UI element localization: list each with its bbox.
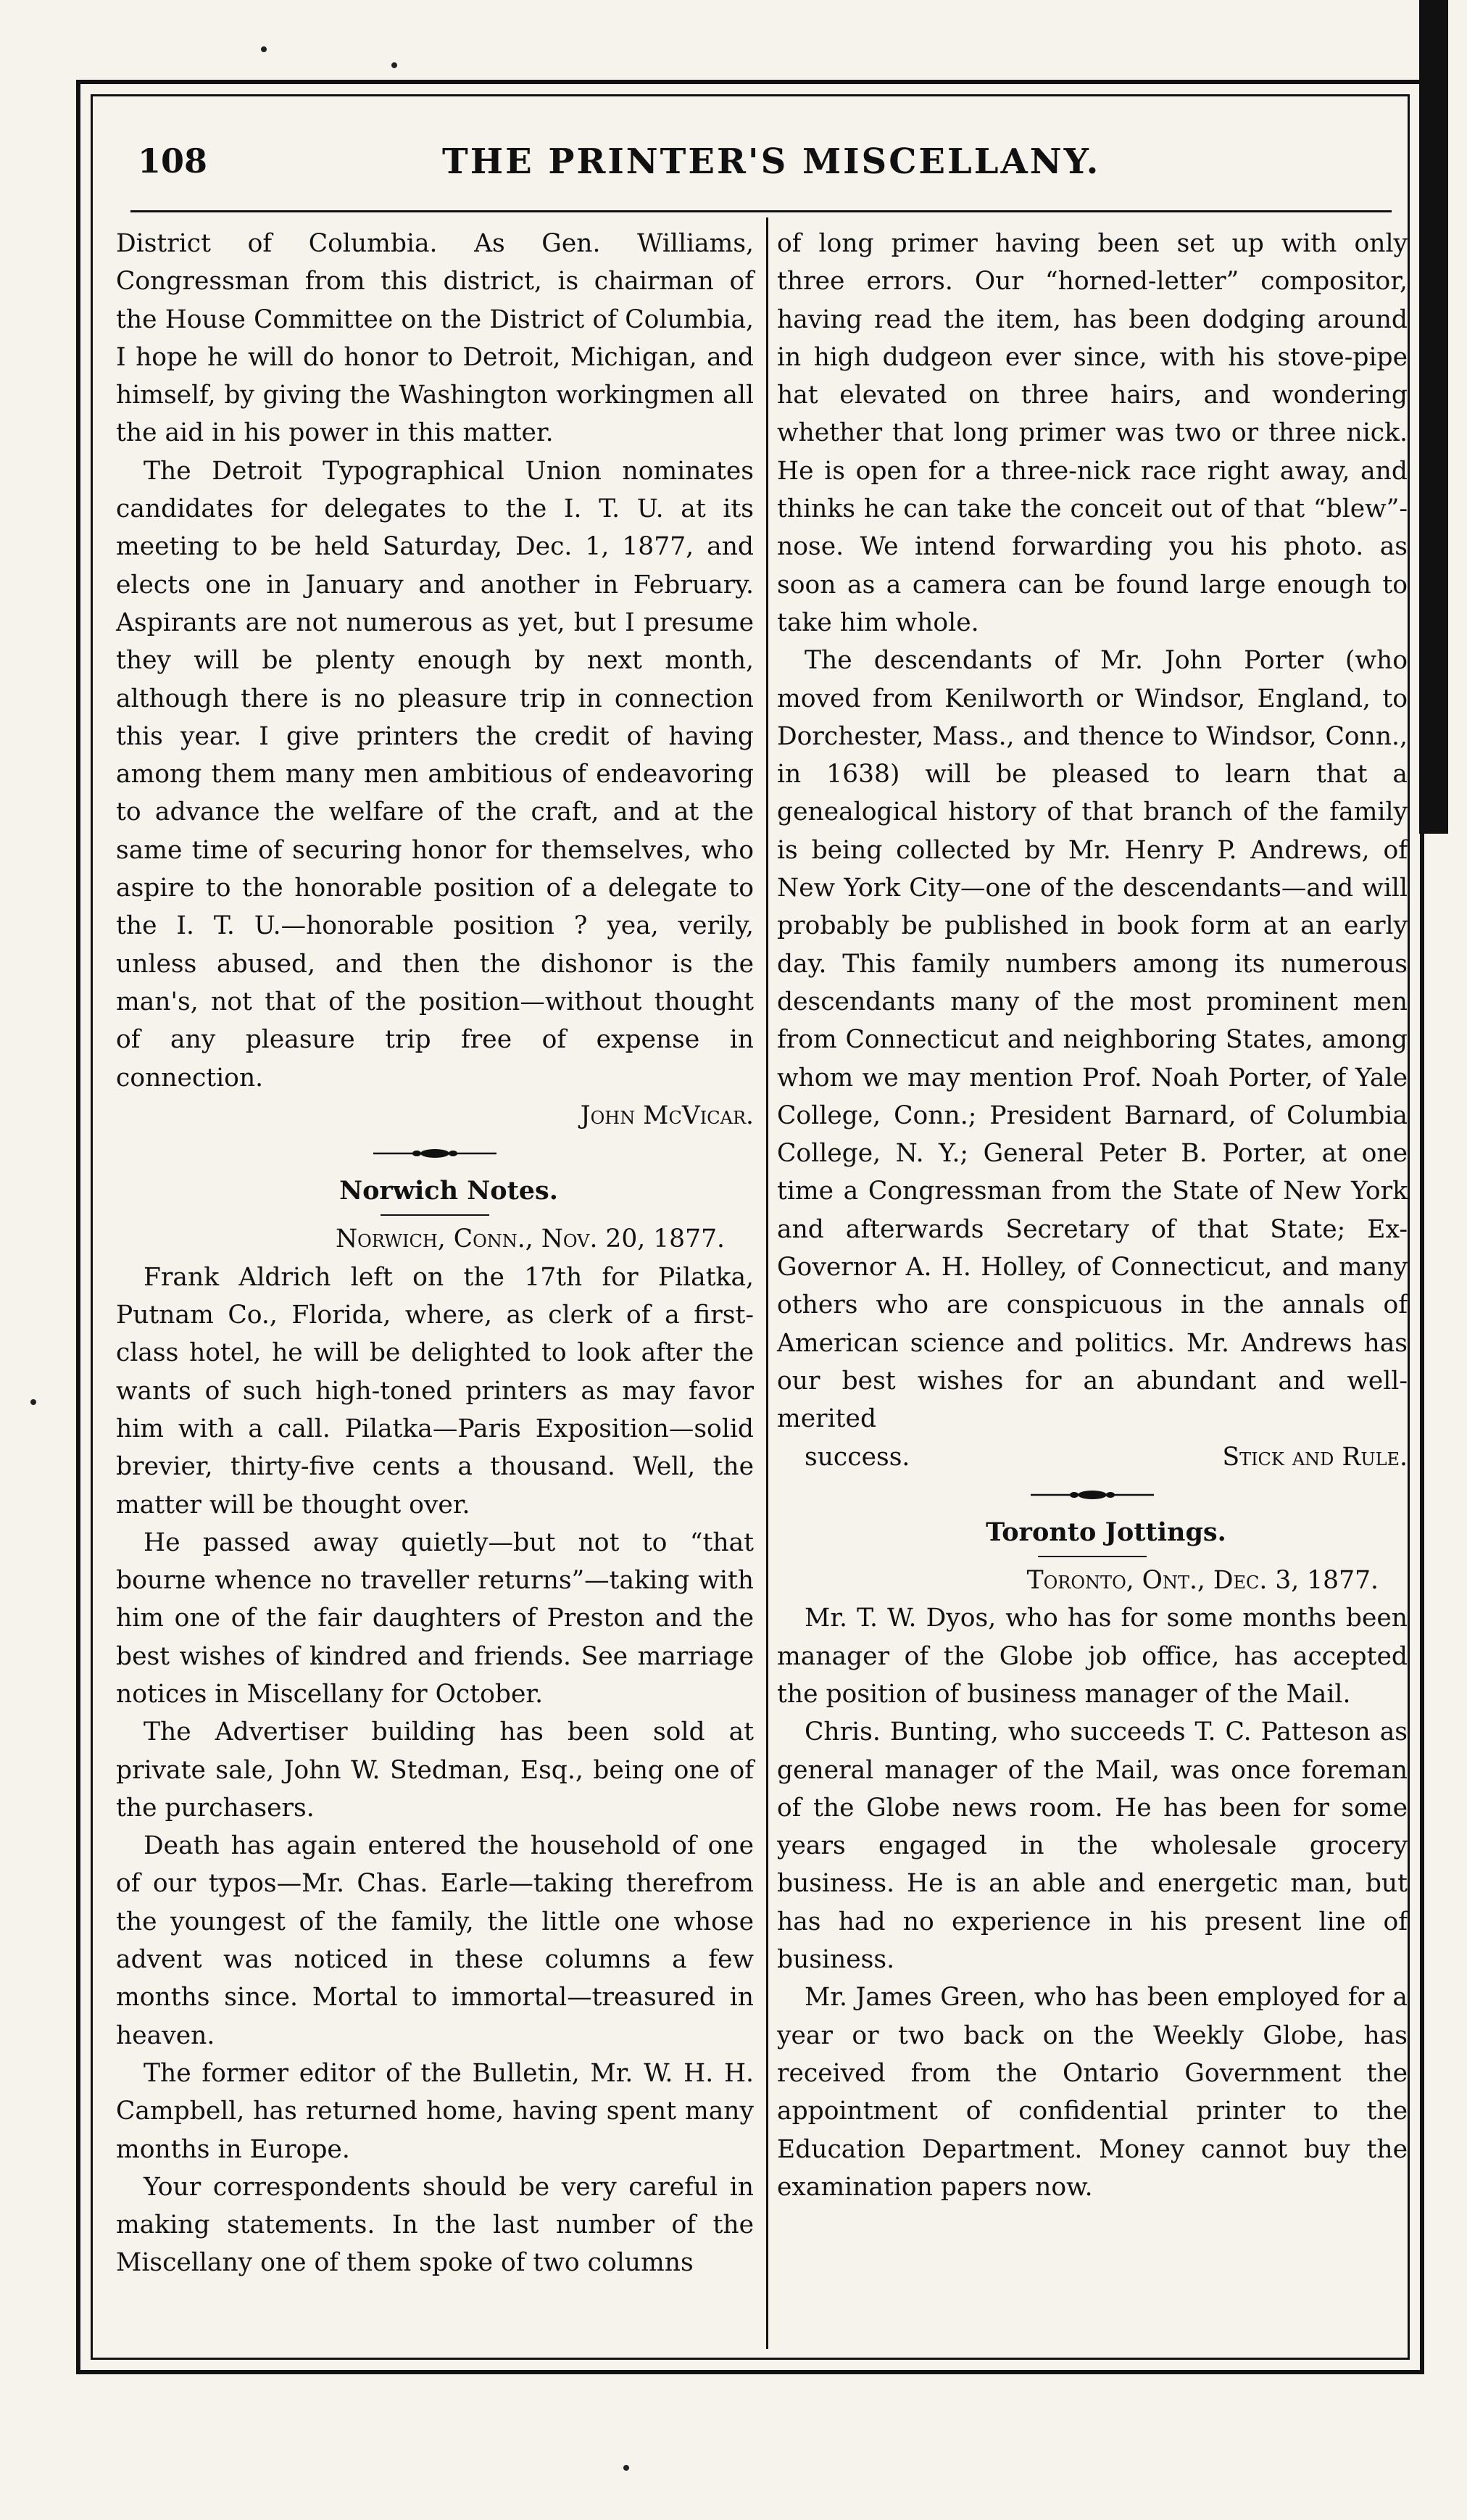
left-column	[116, 225, 754, 2282]
stray-mark	[261, 46, 267, 52]
ornament-rule	[1031, 1490, 1154, 1500]
paragraph: Your correspondents should be very careful in making statements. In the last number of the Miscellany one of them spoke of two columns	[116, 2172, 754, 2278]
signature: John McVicar.	[580, 1101, 754, 1130]
paragraph: He passed away quietly—but not to “that bourne whence no traveller returns”—taking with him one of the fair daughters of Preston and the best wishes of kindred and friends. See marriage notices in Miscellany for October.	[116, 1528, 754, 1709]
closing-word: success.	[805, 1442, 910, 1472]
paragraph: of long primer having been set up with only three errors. Our “horned-letter” compositor, having read the item, has been dodging around in high dudgeon ever since, with his stove-pipe hat elevated on three hairs, and wondering whether that long primer was two or three nick. He is open for a three-nick race right away, and thinks he can take the conceit out of that “blew”-nose. We intend forwarding you his photo. as soon as a camera can be found large enough to take him whole.	[777, 229, 1408, 637]
paragraph: Mr. T. W. Dyos, who has for some months been manager of the Globe job office, has accepted the position of business manager of the Mail.	[777, 1604, 1408, 1709]
stray-mark	[391, 62, 397, 68]
paragraph: The Advertiser building has been sold at private sale, John W. Stedman, Esq., being one of the purchasers.	[116, 1717, 754, 1823]
dateline: Toronto, Ont., Dec. 3, 1877.	[1026, 1566, 1379, 1596]
dateline: Norwich, Conn., Nov. 20, 1877.	[335, 1224, 725, 1254]
column-rule	[766, 217, 768, 2349]
page-number: 108	[138, 141, 208, 181]
right-column	[777, 225, 1408, 2206]
stray-mark	[623, 2465, 629, 2471]
paragraph: The former editor of the Bulletin, Mr. W. H. H. Campbell, has returned home, having spent many months in Europe.	[116, 2058, 754, 2164]
page-header	[138, 141, 1377, 192]
section-underline	[777, 1551, 1408, 1562]
header-rule	[130, 210, 1392, 212]
paragraph: Chris. Bunting, who succeeds T. C. Patteson as general manager of the Mail, was once foreman of the Globe news room. He has been for some years engaged in the wholesale grocery business. He is an able and energetic man, but has had no experience in his present line of business.	[777, 1717, 1408, 1975]
signature: Stick and Rule.	[1222, 1442, 1408, 1472]
paragraph: The descendants of Mr. John Porter (who moved from Kenilworth or Windsor, England, to Dorchester, Mass., and thence to Windsor, Conn., in 1638) will be pleased to learn that a genealogical history of that branch of the family is being collected by Mr. Henry P. Andrews, of New York City—one of the descendants—and will probably be published in book form at an early day. This family numbers among its numerous descendants many of the most prominent men from Connecticut and neighboring States, among whom we may mention Prof. Noah Porter, of Yale College, Conn.; President Barnard, of Columbia College, N. Y.; General Peter B. Porter, at one time a Congressman from the State of New York and afterwards Secretary of that State; Ex-Governor A. H. Holley, of Connecticut, and many others who are conspicuous in the annals of American science and politics. Mr. Andrews has our best wishes for an abundant and well-merited	[777, 646, 1408, 1434]
section-title-norwich: Norwich Notes.	[339, 1176, 558, 1206]
paragraph: Frank Aldrich left on the 17th for Pilatka, Putnam Co., Florida, where, as clerk of a first-class hotel, he will be delighted to look after the wants of such high-toned printers as may favor him with a call. Pilatka—Paris Exposition—solid brevier, thirty-five cents a thousand. Well, the matter will be thought over.	[116, 1262, 754, 1520]
paragraph: Mr. James Green, who has been employed for a year or two back on the Weekly Globe, has received from the Ontario Government the appointment of confidential printer to the Education Department. Money cannot buy the examination papers now.	[777, 1983, 1408, 2202]
section-title-toronto: Toronto Jottings.	[986, 1517, 1226, 1547]
section-ornament	[777, 1476, 1408, 1514]
stray-mark	[30, 1399, 36, 1405]
paragraph: The Detroit Typographical Union nominates candidates for delegates to the I. T. U. at its meeting to be held Saturday, Dec. 1, 1877, and elects one in January and another in February. Aspirants are not numerous as yet, but I presume they will be plenty enough by next month, although there is no pleasure trip in connection this year. I give printers the credit of having among them many men ambitious of endeavoring to advance the welfare of the craft, and at the same time of securing honor for themselves, who aspire to the honorable position of a delegate to the I. T. U.—honorable position ? yea, verily, unless abused, and then the dishonor is the man's, not that of the position—without thought of any pleasure trip free of expense in connection.	[116, 456, 754, 1093]
journal-title: THE PRINTER'S MISCELLANY.	[442, 141, 1101, 182]
ornament-rule	[373, 1148, 496, 1159]
closing-line	[777, 1438, 1408, 1476]
paragraph: District of Columbia. As Gen. Williams, Congressman from this district, is chairman of the House Committee on the District of Columbia, I hope he will do honor to Detroit, Michigan, and himself, by giving the Washington workingmen all the aid in his power in this matter.	[116, 229, 754, 448]
section-underline	[116, 1210, 754, 1220]
section-ornament	[116, 1135, 754, 1172]
paragraph: Death has again entered the household of one of our typos—Mr. Chas. Earle—taking therefrom the youngest of the family, the little one whose advent was noticed in these columns a few months since. Mortal to immortal—treasured in heaven.	[116, 1831, 754, 2050]
